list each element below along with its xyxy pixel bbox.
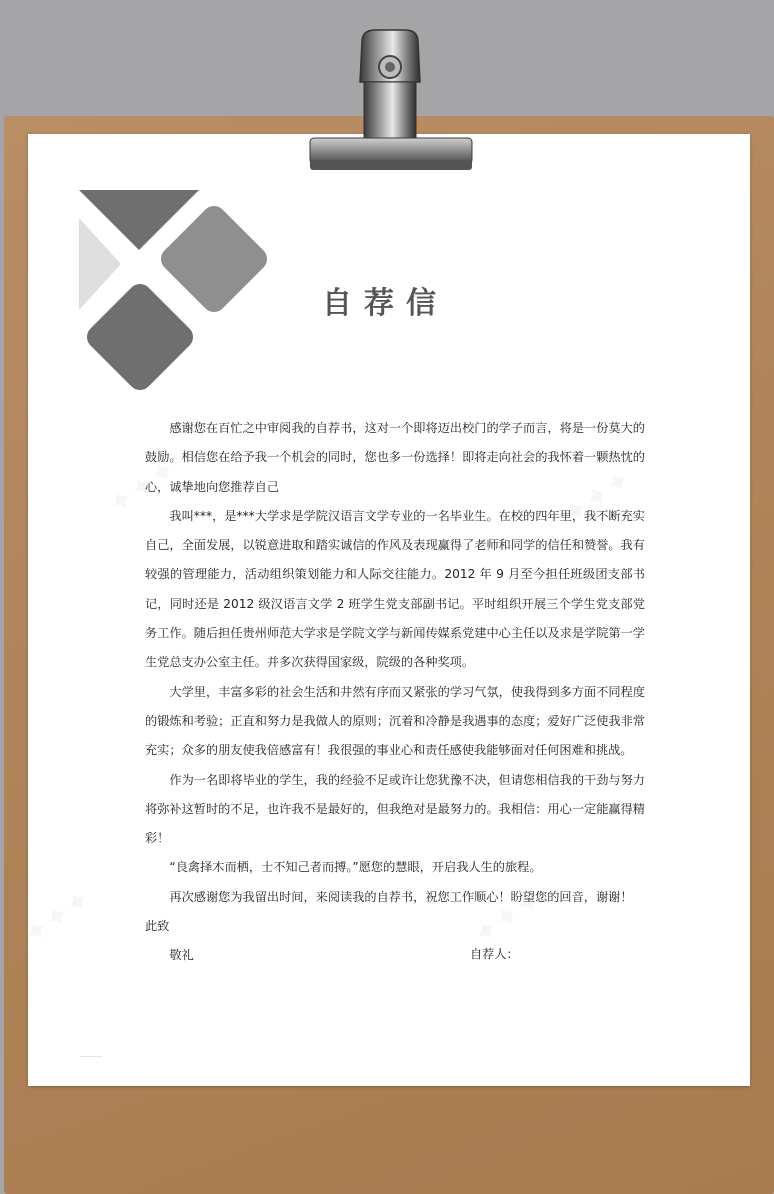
- salute-line: 敬礼: [169, 948, 194, 963]
- paragraph: 再次感谢您为我留出时间，来阅读我的自荐书，祝您工作顺心！盼望您的回音，谢谢！: [169, 889, 633, 904]
- signature-label: 自荐人：: [470, 947, 519, 961]
- letter-title: 自荐信: [322, 286, 448, 321]
- divider: [80, 1056, 102, 1057]
- paragraph: 作为一名即将毕业的学生，我的经验不足或许让您犹豫不决，但请您相信我的干劲与努力将弥补这暂时的不足，也许我不是最好的，但我绝对是最努力的。我相信：用心一定能赢得精彩！: [145, 772, 645, 846]
- letter-body: [145, 414, 645, 971]
- paragraph: 感谢您在百忙之中审阅我的自荐书，这对一个即将迈出校门的学子而言，将是一份莫大的鼓励。相信您在给予我一个机会的同时，您也多一份选择！即将走向社会的我怀着一颗热忱的心，诚挚地向您推荐自己: [145, 421, 645, 494]
- binder-clip-icon: [300, 22, 480, 182]
- paragraph: 大学里，丰富多彩的社会生活和井然有序而又紧张的学习气氛，使我得到多方面不同程度的锻炼和考验；正直和努力是我做人的原则；沉着和冷静是我遇事的态度；爱好广泛使我非常充实；众多的朋友使我倍感富有！我很强的事业心和责任感使我能够面对任何困难和挑战。: [145, 684, 645, 758]
- decorative-logo-icon: [79, 190, 279, 400]
- paragraph: 我叫***，是***大学求是学院汉语言文学专业的一名毕业生。在校的四年里，我不断充实自己，全面发展，以锐意进取和踏实诚信的作风及表现赢得了老师和同学的信任和赞誉。我有较强的管理能力，活动组织策划能力和人际交往能力。2012 年 9 月至今担任班级团支部书记，同时还是 2012 级汉语言文学 2 班学生党支部副书记。平时组织开展三个学生党支部党务工作。随后担任贵州师范大学求是学院文学与新闻传媒系党建中心主任以及求是学院第一学生党总支办公室主任。并多次获得国家级，院级的各种奖项。: [145, 508, 645, 670]
- closing-line: 此致: [145, 919, 170, 934]
- paragraph: “良禽择木而栖，士不知己者而搏。”愿您的慧眼，开启我人生的旅程。: [169, 860, 542, 875]
